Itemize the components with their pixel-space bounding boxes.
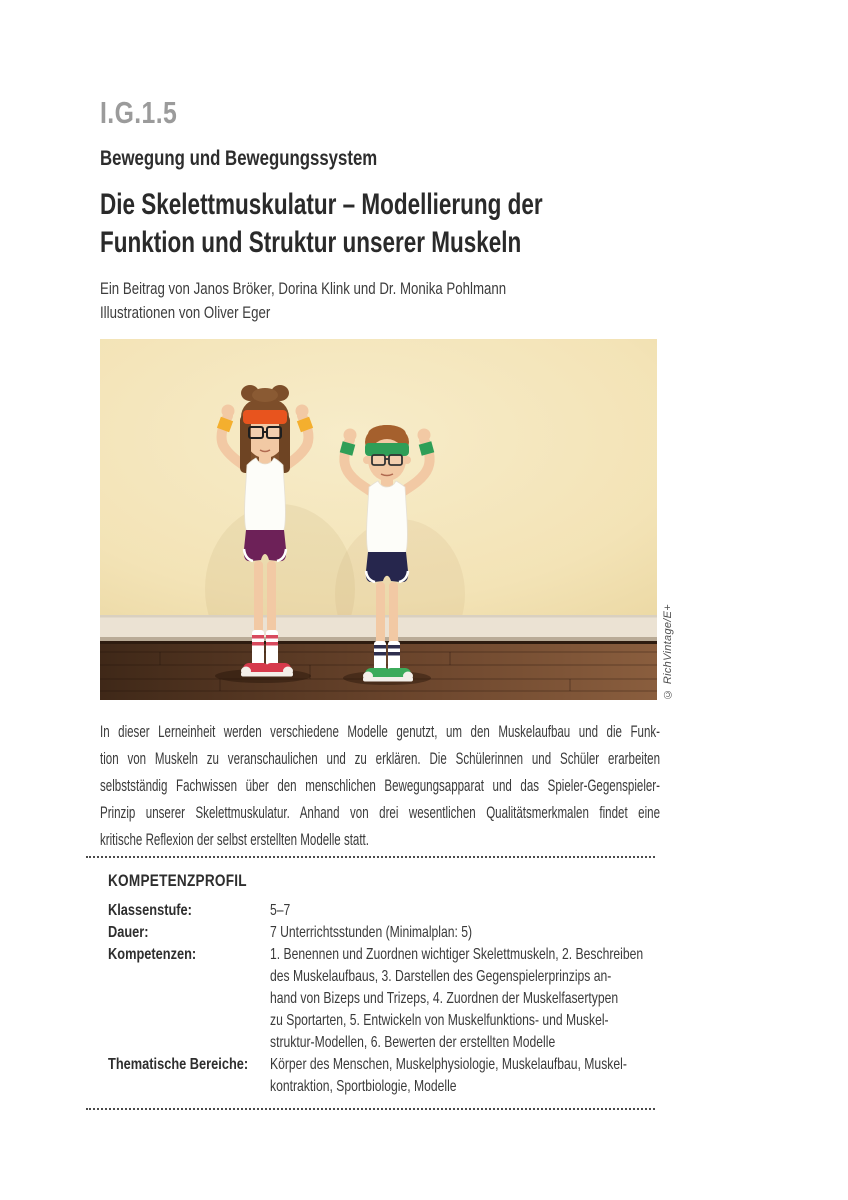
intro-line: In dieser Lerneinheit werden verschiedene Modelle genutzt, um den Muskelaufbau und die Funk- (100, 723, 660, 741)
intro-paragraph (100, 719, 660, 854)
row-value-line: zu Sportarten, 5. Entwickeln von Muskelfunktions- und Muskel- (270, 1012, 609, 1029)
row-value-line: 1. Benennen und Zuordnen wichtiger Skelettmuskeln, 2. Beschreiben (270, 946, 644, 963)
boy-tank-top (367, 481, 408, 554)
competence-profile-heading: KOMPETENZPROFIL (108, 871, 247, 890)
boy-neck (381, 477, 393, 487)
profile-row-dauer (108, 922, 655, 944)
profile-row-kompetenzen (108, 944, 655, 1054)
boy-leg-left (376, 582, 385, 645)
competence-profile-rows (108, 900, 655, 1098)
series-subject (100, 147, 447, 171)
girl-wristband-right (303, 419, 307, 430)
row-label: Kompetenzen: (108, 946, 197, 963)
row-value-line: Körper des Menschen, Muskelphysiologie, Muskelaufbau, Muskel- (270, 1056, 627, 1073)
boy-fist-right (418, 429, 431, 442)
boy-wristband-right (425, 443, 428, 454)
profile-row-thematische-bereiche (108, 1054, 655, 1098)
intro-line: Prinzip unserer Skelettmuskulatur. Anhand von drei wesentlichen Qualitätsmerkmalen findet eine (100, 804, 660, 822)
girl-leg-right (267, 561, 276, 633)
row-label: Dauer: (108, 924, 149, 941)
row-label: Thematische Bereiche: (108, 1056, 249, 1073)
row-value-line: hand von Bizeps und Trizeps, 4. Zuordnen der Muskelfasertypen (270, 990, 619, 1007)
intro-line: tion von Muskeln zu veranschaulichen und zu erklären. Die Schülerinnen und Schüler erarbeiten (100, 750, 660, 768)
page-title-line2: Funktion und Struktur unserer Muskeln (100, 226, 522, 259)
photo-credit-text: © RichVintage/E+ (662, 604, 674, 700)
row-value-line: struktur-Modellen, 6. Bewerten der erstellten Modelle (270, 1034, 556, 1051)
boy-fist-left (344, 429, 357, 442)
row-value-line: 5–7 (270, 902, 291, 919)
competence-profile-box (86, 856, 655, 1110)
boy-headband (365, 443, 409, 456)
unit-code (100, 95, 197, 131)
girl-tank-top (245, 458, 286, 532)
unit-code-text: I.G.1.5 (100, 95, 178, 130)
page-title (100, 186, 690, 262)
intro-line: selbstständig Fachwissen über den menschlichen Bewegungsapparat und das Spieler-Gegenspieler- (100, 777, 660, 795)
boy-wristband-left (346, 443, 349, 454)
photo-credit (659, 339, 677, 700)
row-value-line: des Muskelaufbaus, 3. Darstellen des Gegenspielerprinzips an- (270, 968, 612, 985)
girl-headband (243, 410, 287, 424)
girl-fist-left (222, 405, 235, 418)
girl-fist-right (296, 405, 309, 418)
girl-wristband-left (223, 419, 227, 430)
byline (100, 277, 621, 324)
girl-leg-left (254, 561, 263, 633)
series-subject-text: Bewegung und Bewegungssystem (100, 147, 378, 170)
hero-photo (100, 339, 657, 700)
profile-row-klassenstufe (108, 900, 655, 922)
page-title-line1: Die Skelettmuskulatur – Modellierung der (100, 188, 543, 221)
intro-line: kritische Reflexion der selbst erstellten Modelle statt. (100, 831, 369, 849)
row-value-line: 7 Unterrichtsstunden (Minimalplan: 5) (270, 924, 473, 941)
byline-illustrator: Illustrationen von Oliver Eger (100, 302, 271, 322)
row-value-line: kontraktion, Sportbiologie, Modelle (270, 1078, 457, 1095)
row-label: Klassenstufe: (108, 902, 192, 919)
boy-shoes (363, 668, 413, 682)
girl-hair-top (252, 388, 278, 402)
girl-shoes (241, 663, 293, 677)
byline-authors: Ein Beitrag von Janos Bröker, Dorina Klink und Dr. Monika Pohlmann (100, 279, 507, 298)
boy-leg-right (389, 582, 398, 645)
photo-illustration (100, 339, 657, 700)
